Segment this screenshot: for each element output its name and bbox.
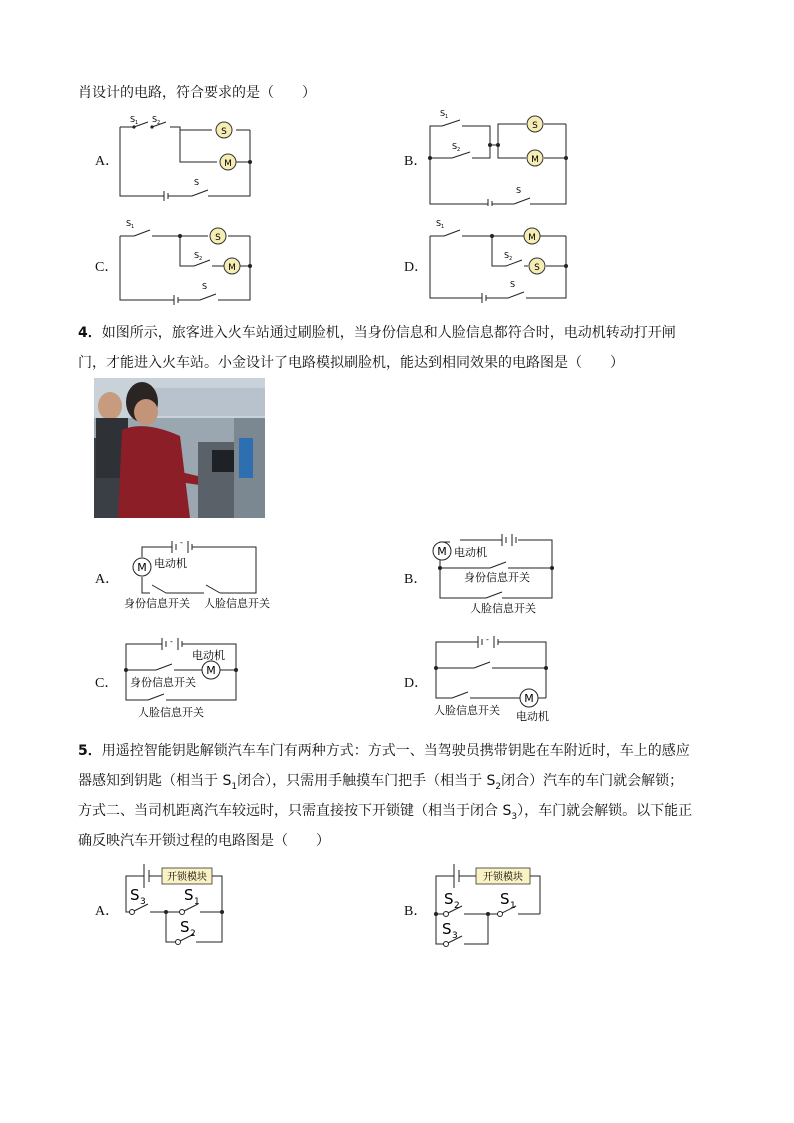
svg-text:-: - [170, 637, 173, 646]
svg-text:1: 1 [135, 120, 139, 126]
q4-circuit-diagram-c [118, 636, 248, 720]
q5-line-1: 5．用遥控智能钥匙解锁汽车车门有两种方式：方式一、当驾驶员携带钥匙在车附近时，车上的感应 [78, 743, 690, 759]
lamp-symbol: S [221, 127, 227, 137]
q4-line-2: 门，才能进入火车站。小金设计了电路模拟刷脸机，能达到相同效果的电路图是（ ） [78, 355, 624, 371]
svg-text:S: S [215, 233, 221, 243]
q4-option-d-label[interactable]: D． [404, 676, 429, 691]
q4-circuit-diagram-d [428, 632, 568, 724]
question-stem-tail: 肖设计的电路，符合要求的是（ ） [78, 85, 316, 101]
option-c-label[interactable]: C． [95, 260, 119, 275]
q5-line-3: 方式二、当司机距离汽车较远时，只需直接按下开锁键（相当于闭合 $S_3$），车门就会解锁。以下能正 [78, 803, 693, 822]
q5-option-a-label[interactable]: A． [95, 904, 120, 919]
svg-text:M: M [206, 664, 216, 677]
svg-text:2: 2 [199, 256, 203, 262]
svg-text:1: 1 [445, 114, 449, 120]
svg-text:电动机: 电动机 [154, 557, 187, 570]
q4-number: 4． [78, 325, 102, 341]
svg-text:身份信息开关: 身份信息开关 [124, 597, 190, 610]
svg-text:2: 2 [190, 929, 196, 939]
svg-text:2: 2 [509, 256, 513, 262]
circuit-diagram-d [422, 216, 572, 306]
option-d-label[interactable]: D． [404, 260, 429, 275]
svg-text:S: S [534, 263, 540, 273]
svg-text:电动机: 电动机 [454, 546, 487, 559]
svg-text:S: S [184, 886, 194, 904]
svg-text:S: S [180, 918, 190, 936]
svg-text:人脸信息开关: 人脸信息开关 [434, 704, 500, 717]
svg-text:1: 1 [510, 901, 516, 911]
q5-circuit-diagram-b [428, 860, 546, 952]
q5-number: 5． [78, 743, 102, 759]
svg-text:S: S [436, 219, 442, 228]
svg-text:S: S [194, 178, 200, 187]
svg-text:S: S [440, 109, 446, 118]
q5-line-2: 器感知到钥匙（相当于 $S_1$闭合），只需用手触摸车门把手（相当于 $S_2$闭合）汽车的车门就会解锁； [78, 773, 684, 792]
svg-text:S: S [202, 282, 208, 291]
svg-text:3: 3 [140, 897, 146, 907]
svg-text:1: 1 [194, 897, 200, 907]
svg-text:身份信息开关: 身份信息开关 [130, 676, 196, 689]
q4-circuit-diagram-a [120, 535, 285, 615]
svg-text:M: M [524, 692, 534, 705]
svg-text:电动机: 电动机 [516, 710, 549, 723]
svg-text:S: S [152, 115, 158, 124]
svg-text:2: 2 [454, 901, 460, 911]
svg-text:M: M [528, 233, 536, 243]
motor-symbol: M [224, 159, 232, 169]
q5-circuit-diagram-a [118, 860, 230, 952]
q5-line-4: 确反映汽车开锁过程的电路图是（ ） [78, 833, 330, 849]
station-face-scan-photo [94, 378, 265, 518]
q4-option-a-label[interactable]: A． [95, 572, 120, 587]
unlock-module-label: 开锁模块 [167, 872, 207, 883]
q4-option-c-label[interactable]: C． [95, 676, 119, 691]
svg-text:S: S [194, 251, 200, 260]
svg-text:S: S [504, 251, 510, 260]
svg-text:身份信息开关: 身份信息开关 [464, 571, 530, 584]
q4-circuit-diagram-b [430, 530, 560, 620]
svg-text:人脸信息开关: 人脸信息开关 [470, 602, 536, 615]
svg-text:电动机: 电动机 [192, 649, 225, 662]
svg-text:人脸信息开关: 人脸信息开关 [138, 706, 204, 719]
svg-text:开锁模块: 开锁模块 [483, 872, 523, 883]
svg-text:S: S [442, 920, 452, 938]
svg-text:S: S [444, 890, 454, 908]
svg-text:S: S [500, 890, 510, 908]
svg-text:S: S [452, 142, 458, 151]
svg-text:M: M [137, 561, 147, 574]
svg-text:1: 1 [441, 224, 445, 230]
svg-text:2: 2 [157, 120, 161, 126]
svg-text:-: - [486, 635, 489, 644]
circuit-diagram-c [112, 216, 262, 306]
svg-text:S: S [130, 115, 136, 124]
svg-text:人脸信息开关: 人脸信息开关 [204, 597, 270, 610]
svg-text:S: S [126, 219, 132, 228]
svg-text:1: 1 [131, 224, 135, 230]
svg-text:S: S [532, 121, 538, 131]
svg-text:S: S [130, 886, 140, 904]
svg-text:-: - [180, 538, 183, 547]
svg-text:3: 3 [452, 931, 458, 941]
q4-option-b-label[interactable]: B． [404, 572, 428, 587]
svg-text:M: M [437, 545, 447, 558]
option-a-label[interactable]: A． [95, 154, 120, 169]
circuit-diagram-a [112, 112, 262, 202]
circuit-diagram-b [422, 106, 572, 206]
svg-text:S: S [516, 186, 522, 195]
svg-text:2: 2 [457, 147, 461, 153]
svg-text:M: M [531, 155, 539, 165]
svg-text:M: M [228, 263, 236, 273]
q5-option-b-label[interactable]: B． [404, 904, 428, 919]
q4-line-1: 4．如图所示，旅客进入火车站通过刷脸机，当身份信息和人脸信息都符合时，电动机转动打开闸 [78, 325, 676, 341]
svg-text:S: S [510, 280, 516, 289]
option-b-label[interactable]: B． [404, 154, 428, 169]
